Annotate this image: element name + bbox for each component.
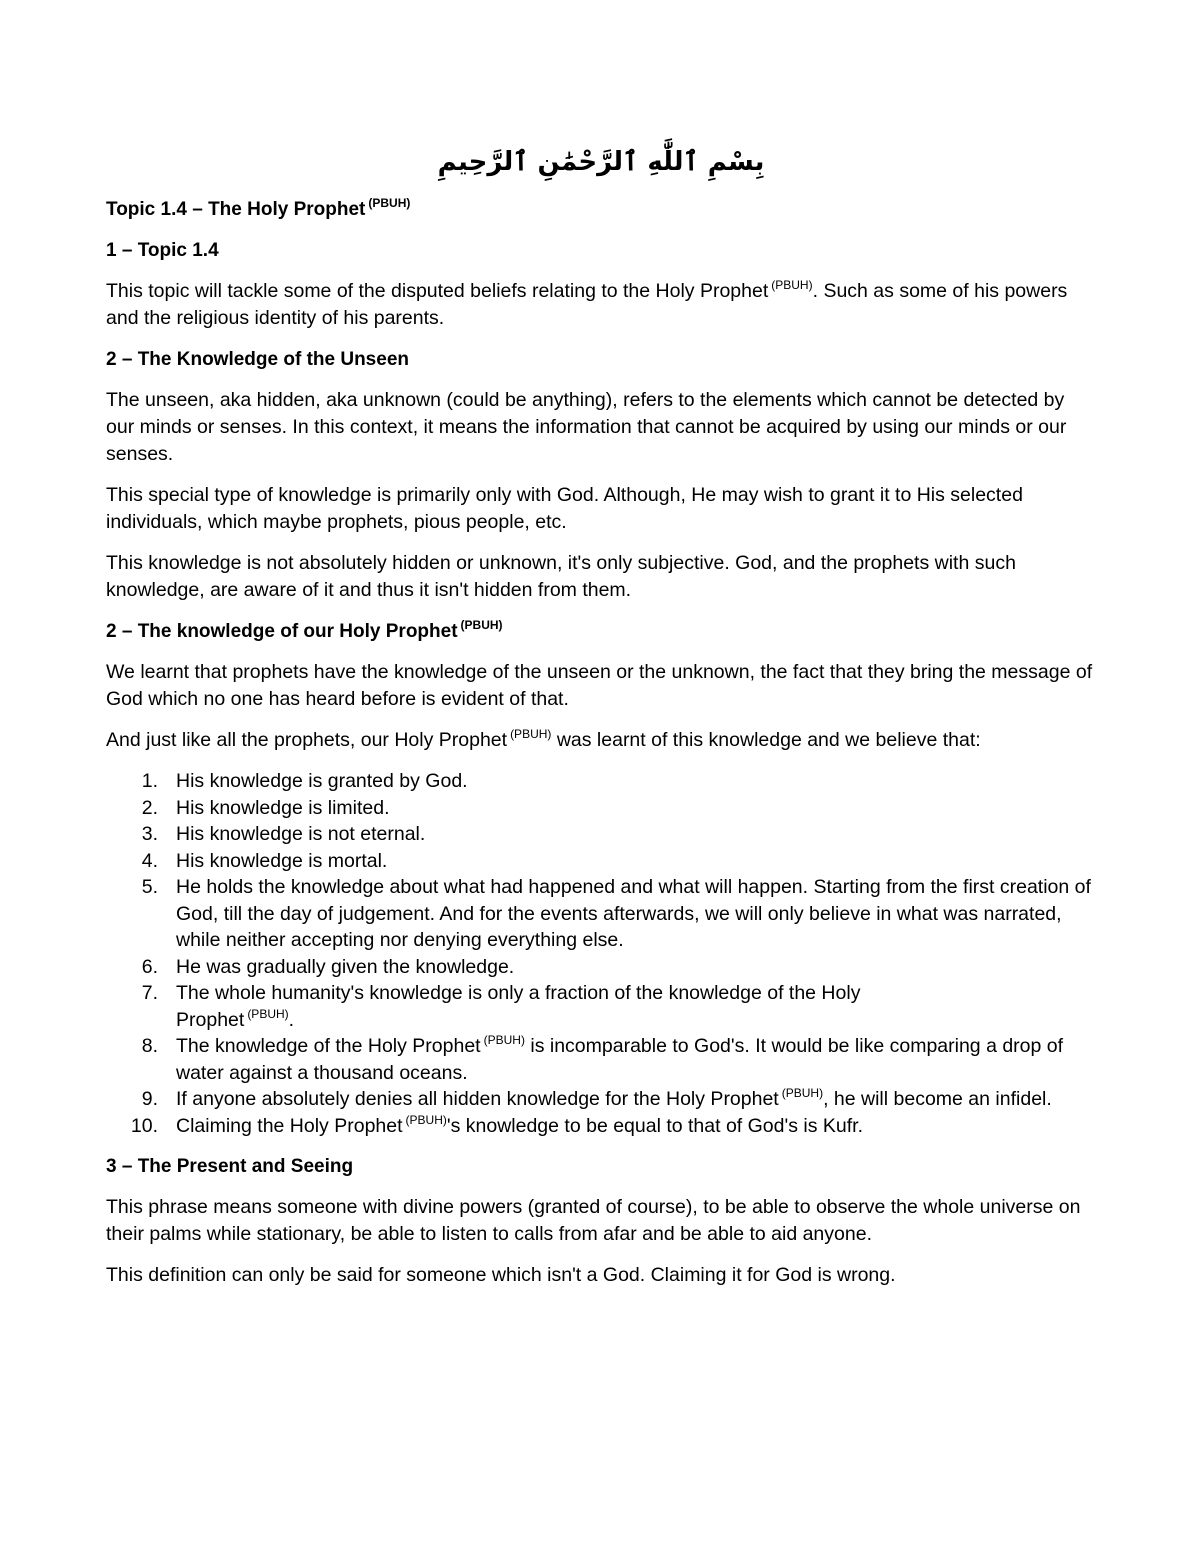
list-item [106,768,1096,795]
list-number: 5. [141,876,158,898]
paragraph-prophets-knowledge: We learnt that prophets have the knowledge of the unseen or the unknown, the fact that they bring the message of God which no one has heard before is evident of that. [106,661,1093,710]
list-number: 8. [141,1035,158,1057]
list-item [106,1113,1096,1140]
paragraph-text: was learnt of this knowledge and we believe that: [551,729,981,751]
paragraph-phrase-meaning: This phrase means someone with divine powers (granted of course), to be able to observe the whole universe on their palms while stationary, be able to listen to calls from afar and be able to aid anyone. [106,1196,1081,1245]
list-item-text: Claiming the Holy Prophet [176,1114,403,1137]
list-item [106,980,1096,1033]
document-title [106,196,1096,223]
list-item-text: He holds the knowledge about what had happened and what will happen. Starting from the first creation of God, till the day of judgement. And for the events afterwards, we will only believe in what was narrated, while neither accepting nor denying everything else. [176,876,1091,951]
section-heading-text: 2 – The knowledge of our Holy Prophet [106,621,458,642]
list-item [106,848,1096,875]
list-item [106,874,1096,954]
paragraph-subjective-knowledge: This knowledge is not absolutely hidden or unknown, it's only subjective. God, and the prophets with such knowledge, are aware of it and thus it isn't hidden from them. [106,552,1016,601]
pbuh-superscript: (PBUH) [483,1033,525,1047]
list-item [106,1033,1096,1086]
list-item-text: 's knowledge to be equal to that of God's is Kufr. [446,1114,863,1137]
list-item-text: , he will become an infidel. [823,1088,1052,1110]
list-item-text: His knowledge is granted by God. [176,770,468,792]
section-heading-unseen: 2 – The Knowledge of the Unseen [106,349,409,370]
pbuh-superscript: (PBUH) [771,278,813,292]
paragraph-definition-note: This definition can only be said for someone which isn't a God. Claiming it for God is wrong. [106,1264,896,1286]
document-title-text: Topic 1.4 – The Holy Prophet [106,199,366,220]
list-number: 10. [130,1114,158,1137]
list-item-text: His knowledge is not eternal. [176,823,426,845]
list-item [106,954,1096,981]
list-item [106,821,1096,848]
list-item-text: If anyone absolutely denies all hidden knowledge for the Holy Prophet [176,1088,779,1110]
section-heading-topic: 1 – Topic 1.4 [106,240,219,261]
list-number: 1. [141,770,158,792]
beliefs-list [106,768,1096,1139]
paragraph-special-knowledge: This special type of knowledge is primarily only with God. Although, He may wish to grant it to His selected individuals, which maybe prophets, pious people, etc. [106,484,1023,533]
list-item [106,1086,1096,1113]
list-number: 3. [141,823,158,845]
list-item-text: He was gradually given the knowledge. [176,955,515,978]
paragraph-unseen-definition: The unseen, aka hidden, aka unknown (could be anything), refers to the elements which cannot be detected by our minds or senses. In this context, it means the information that cannot be acquired by using our minds or our senses. [106,389,1067,465]
list-item-text: The knowledge of the Holy Prophet [176,1035,481,1057]
document-page [106,140,1096,1303]
list-number: 6. [141,955,158,978]
list-number: 2. [141,796,158,819]
pbuh-superscript: (PBUH) [368,196,411,210]
paragraph-text: And just like all the prophets, our Holy Prophet [106,729,508,751]
list-item-text: His knowledge is mortal. [176,849,388,872]
pbuh-superscript: (PBUH) [247,1006,289,1021]
list-number: 9. [141,1088,158,1110]
pbuh-superscript: (PBUH) [405,1112,447,1127]
bismillah-calligraphy: بِسْمِ ٱللَّٰهِ ٱلرَّحْمَٰنِ ٱلرَّحِيمِ [437,147,765,177]
pbuh-superscript: (PBUH) [510,727,552,741]
list-number: 4. [141,849,158,872]
list-item-text: His knowledge is limited. [176,796,390,819]
pbuh-superscript: (PBUH) [460,618,503,632]
list-item [106,795,1096,822]
paragraph-text: . Such as some of his powers and the religious identity of his parents. [106,280,1068,329]
list-item-text: The whole humanity's knowledge is only a fraction of the knowledge of the Holy [176,982,861,1004]
paragraph-topic-intro [106,278,1096,332]
list-item-text: Prophet [176,1008,245,1031]
paragraph-text: This topic will tackle some of the disputed beliefs relating to the Holy Prophet [106,280,769,302]
list-item-text: is incomparable to God's. It would be like comparing a drop of water against a thousand oceans. [176,1035,1064,1084]
paragraph-belief-intro [106,727,1096,754]
section-heading-present-seeing: 3 – The Present and Seeing [106,1156,354,1177]
list-number: 7. [141,982,158,1004]
section-heading-prophet-knowledge [106,618,1096,645]
pbuh-superscript: (PBUH) [781,1086,824,1100]
list-item-text: . [288,1008,295,1031]
